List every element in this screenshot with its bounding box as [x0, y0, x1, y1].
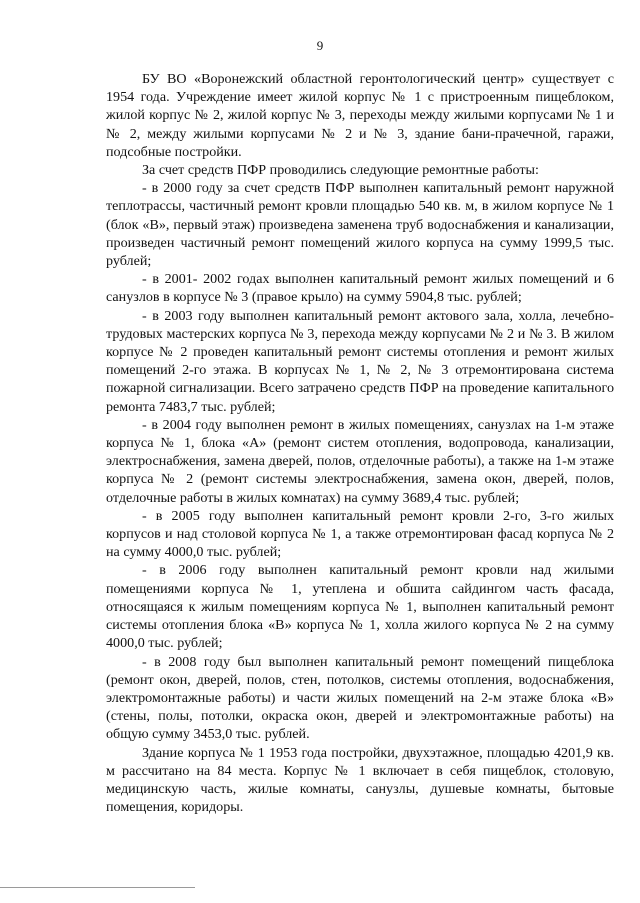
paragraph-building-1: Здание корпуса № 1 1953 года постройки, двухэтажное, площадью 4201,9 кв. м рассчитано на 84 места. Корпус № 1 включает в себя пищеблок, столовую, медицинскую часть, жилые комнаты, санузлы, душевые комнаты, бытовые помещения, коридоры. — [106, 744, 614, 816]
paragraph-2006: - в 2006 году выполнен капитальный ремонт кровли над жилыми помещениями корпуса № 1, утеплена и обшита сайдингом часть фасада, относящаяся к жилым помещениям корпуса № 1, выполнен капитальный ремонт системы отопления блока «В» корпуса № 1, холла жилого корпуса № 2 на сумму 4000,0 тыс. рублей; — [106, 562, 614, 652]
footnote-divider — [0, 887, 195, 888]
paragraph-2003: - в 2003 году выполнен капитальный ремонт актового зала, холла, лечебно-трудовых мастерских корпуса № 3, перехода между корпусами № 2 и № 3. В жилом корпусе № 2 проведен капитальный ремонт системы отопления и ремонт жилых помещений 2-го этажа. В корпусах № 1, № 2, № 3 отремонтирована система пожарной сигнализации. Всего затрачено средств ПФР на проведение капитального ремонта 7483,7 тыс. рублей; — [106, 307, 614, 415]
document-body — [106, 70, 614, 816]
paragraph-2000: - в 2000 году за счет средств ПФР выполнен капитальный ремонт наружной теплотрассы, частичный ремонт кровли площадью 540 кв. м, в жилом корпусе № 1 (блок «В», первый этаж) произведена заменена труб водоснабжения и канализации, произведен частичный ремонт помещений жилого корпуса на сумму 1999,5 тыс. рублей; — [106, 180, 614, 270]
paragraph-2001-2002: - в 2001- 2002 годах выполнен капитальный ремонт жилых помещений и 6 санузлов в корпусе № 3 (правое крыло) на сумму 5904,8 тыс. рублей; — [106, 271, 614, 306]
paragraph-2008: - в 2008 году был выполнен капитальный ремонт помещений пищеблока (ремонт окон, дверей, полов, стен, потолков, системы отопления, водоснабжения, электромонтажные работы) и части жилых помещений на 2-м этаже блока «В» (стены, полы, потолки, окраска окон, дверей и электромонтажные работы) на общую сумму 3453,0 тыс. рублей. — [106, 653, 614, 743]
paragraph-2004: - в 2004 году выполнен ремонт в жилых помещениях, санузлах на 1-м этаже корпуса № 1, блока «А» (ремонт систем отопления, водопровода, канализации, электроснабжения, замена дверей, полов, отделочные работы), а также на 1-м этаже корпуса № 2 (ремонт системы электроснабжения, замена окон, дверей, полов, отделочные работы в жилых комнатах) на сумму 3689,4 тыс. рублей; — [106, 416, 614, 506]
paragraph-intro: БУ ВО «Воронежский областной геронтологический центр» существует с 1954 года. Учреждение имеет жилой корпус № 1 с пристроенным пищеблоком, жилой корпус № 2, жилой корпус № 3, переходы между жилыми корпусами № 1 и № 2, между жилыми корпусами № 2 и № 3, здание бани-прачечной, гаражи, подсобные постройки. — [106, 71, 614, 160]
page-number: 9 — [316, 38, 324, 53]
paragraph-works-heading: За счет средств ПФР проводились следующие ремонтные работы: — [142, 162, 539, 179]
paragraph-2005: - в 2005 году выполнен капитальный ремонт кровли 2-го, 3-го жилых корпусов и над столовой корпуса № 1, а также отремонтирован фасад корпуса № 2 на сумму 4000,0 тыс. рублей; — [106, 507, 614, 561]
